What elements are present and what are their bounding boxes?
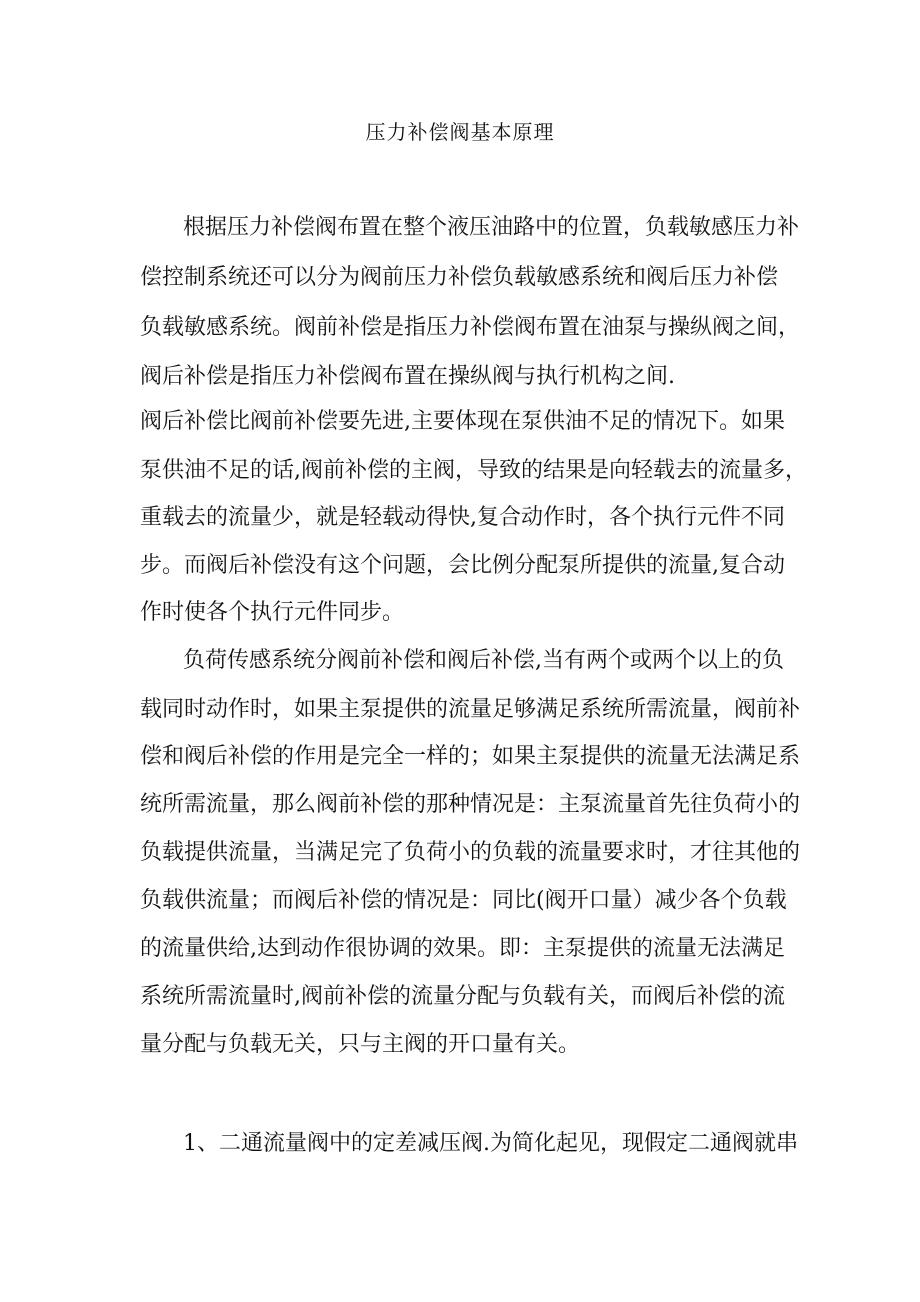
paragraph-line: 系统所需流量时,阀前补偿的流量分配与负载有关，而阀后补偿的流	[140, 984, 785, 1009]
paragraph-line: 作时使各个执行元件同步。	[140, 600, 405, 625]
paragraph-line: 负载敏感系统。阀前补偿是指压力补偿阀布置在油泵与操纵阀之间，	[140, 315, 801, 340]
paragraph-line: 负载提供流量，当满足完了负荷小的负载的流量要求时，才往其他的	[140, 840, 801, 865]
paragraph-line: 载同时动作时，如果主泵提供的流量足够满足系统所需流量，阀前补	[140, 697, 801, 722]
paragraph-line: 负荷传感系统分阀前补偿和阀后补偿,当有两个或两个以上的负	[183, 648, 784, 673]
paragraph-line: 统所需流量，那么阀前补偿的那种情况是：主泵流量首先往负荷小的	[140, 792, 801, 817]
paragraph-line: 偿和阀后补偿的作用是完全一样的；如果主泵提供的流量无法满足系	[140, 744, 801, 769]
paragraph-line: 泵供油不足的话,阀前补偿的主阀，导致的结果是向轻载去的流量多，	[140, 458, 807, 483]
paragraph-line: 偿控制系统还可以分为阀前压力补偿负载敏感系统和阀后压力补偿	[140, 265, 779, 290]
paragraph-line: 根据压力补偿阀布置在整个液压油路中的位置，负载敏感压力补	[183, 215, 800, 240]
paragraph-line: 负载供流量；而阀后补偿的情况是：同比(阀开口量）减少各个负载	[140, 888, 787, 913]
paragraph-line: 阀后补偿是指压力补偿阀布置在操纵阀与执行机构之间.	[140, 364, 675, 389]
paragraph-line: 阀后补偿比阀前补偿要先进,主要体现在泵供油不足的情况下。如果	[140, 409, 785, 434]
paragraph-line: 量分配与负载无关，只与主阀的开口量有关。	[140, 1032, 581, 1057]
paragraph-line: 的流量供给,达到动作很协调的效果。即：主泵提供的流量无法满足	[140, 936, 785, 961]
paragraph-line: 步。而阀后补偿没有这个问题，会比例分配泵所提供的流量,复合动	[140, 553, 785, 578]
paragraph-line: 1、二通流量阀中的定差减压阀.为简化起见，现假定二通阀就串	[183, 1131, 798, 1156]
paragraph-line: 重载去的流量少，就是轻载动得快,复合动作时，各个执行元件不同	[140, 505, 785, 530]
document-title: 压力补偿阀基本原理	[365, 120, 555, 144]
